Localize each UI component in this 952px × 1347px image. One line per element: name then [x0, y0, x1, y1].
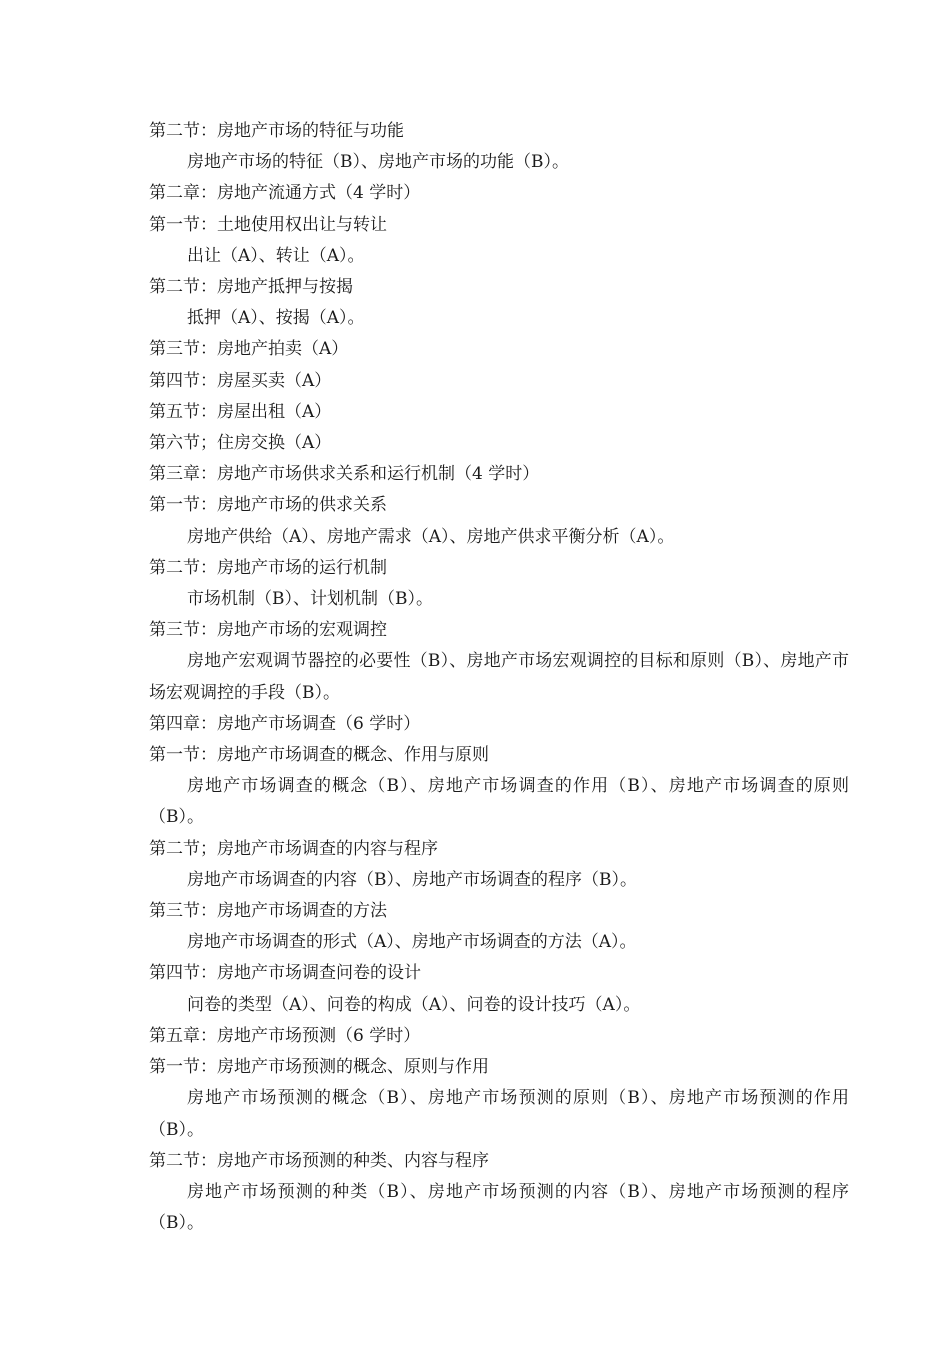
section-heading: 第二节：房地产市场预测的种类、内容与程序 [149, 1150, 489, 1171]
section-heading: 第一节：房地产市场预测的概念、原则与作用 [149, 1057, 489, 1078]
section-topics: 市场机制（B）、计划机制（B）。 [187, 589, 433, 610]
section-heading: 第二节；房地产市场调查的内容与程序 [149, 838, 438, 859]
section-heading: 第三节：房地产市场调查的方法 [149, 901, 387, 922]
section-topics: 房地产市场调查的形式（A）、房地产市场调查的方法（A）。 [187, 932, 637, 953]
section-topics: 问卷的类型（A）、问卷的构成（A）、问卷的设计技巧（A）。 [187, 994, 641, 1015]
section-heading: 第四节：房地产市场调查问卷的设计 [149, 963, 421, 984]
section-topics: 出让（A）、转让（A）。 [187, 245, 365, 266]
document-body [149, 116, 849, 1239]
section-heading: 第二节：房地产市场的运行机制 [149, 557, 387, 578]
section-heading: 第四节：房屋买卖（A） [149, 370, 332, 391]
section-heading: 第二节：房地产市场的特征与功能 [149, 121, 404, 141]
chapter-heading: 第四章：房地产市场调查（6 学时） [149, 713, 421, 734]
section-topics: 房地产市场调查的内容（B）、房地产市场调查的程序（B）。 [187, 869, 637, 890]
chapter-heading: 第五章：房地产市场预测（6 学时） [149, 1025, 421, 1046]
section-topics: 房地产宏观调节器控的必要性（B）、房地产市场宏观调控的目标和原则（B）、房地产市场宏观调控的手段（B）。 [149, 651, 849, 703]
section-heading: 第二节：房地产抵押与按揭 [149, 277, 353, 298]
section-heading: 第六节；住房交换（A） [149, 433, 332, 454]
section-heading: 第一节：房地产市场调查的概念、作用与原则 [149, 745, 489, 766]
section-heading: 第一节：土地使用权出让与转让 [149, 214, 387, 235]
section-heading: 第三节：房地产市场的宏观调控 [149, 620, 387, 641]
section-heading: 第三节：房地产拍卖（A） [149, 339, 349, 360]
section-topics: 房地产市场预测的概念（B）、房地产市场预测的原则（B）、房地产市场预测的作用（B）。 [149, 1088, 849, 1140]
section-heading: 第五节：房屋出租（A） [149, 401, 332, 422]
section-topics: 房地产市场预测的种类（B）、房地产市场预测的内容（B）、房地产市场预测的程序（B）。 [149, 1181, 849, 1234]
section-topics: 房地产市场调查的概念（B）、房地产市场调查的作用（B）、房地产市场调查的原则（B）。 [149, 776, 849, 828]
section-topics: 房地产市场的特征（B）、房地产市场的功能（B）。 [187, 152, 569, 173]
chapter-heading: 第二章：房地产流通方式（4 学时） [149, 183, 421, 204]
section-topics: 房地产供给（A）、房地产需求（A）、房地产供求平衡分析（A）。 [187, 526, 675, 547]
section-topics: 抵押（A）、按揭（A）。 [187, 308, 365, 329]
chapter-heading: 第三章：房地产市场供求关系和运行机制（4 学时） [149, 464, 540, 485]
section-heading: 第一节：房地产市场的供求关系 [149, 495, 387, 516]
